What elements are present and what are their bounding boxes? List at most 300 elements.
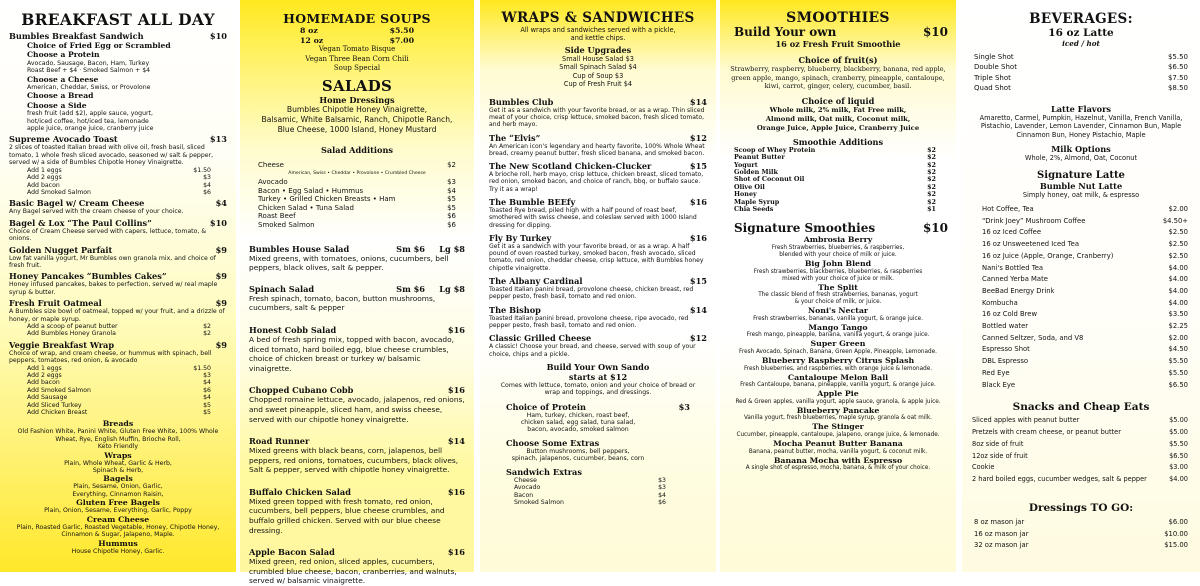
menu-item: Veggie Breakfast Wrap $9 [9,339,227,350]
item-name: Chia Seeds [734,205,774,214]
item-name: The Bumble BEEfy [489,197,576,207]
price-row [982,239,1188,251]
size-price: $5.50 [389,26,414,35]
cheese-note: American, Swiss • Cheddar • Provolone • Crumbled Cheese [288,171,426,176]
list-heading: Hummus [98,538,138,548]
item-name: Add 2 eggs [27,174,62,182]
item-name: 16 oz mason jar [974,529,1029,538]
price-row [982,263,1188,275]
menu-item [489,97,707,107]
item-name: Chopped Cubano Cobb [249,385,354,396]
price-row [972,474,1188,486]
smoothie-desc: Red & Green apples, vanilla yogurt, apple sauce, granola, & apple juice. [735,398,941,405]
price-row [258,204,456,213]
item-name: Add Sliced Turkey [27,401,82,409]
build-heading: Build Your own $10 [734,25,948,39]
item-price: $3 [203,372,211,379]
flavors-heading: Latte Flavors [1050,103,1112,114]
smoothie-desc: Fresh Avocado, Spinach, Banana, Green Apple, Pineapple, Lemonade. [739,349,937,355]
smoothie-name: Cantaloupe Melon Ball [787,372,889,382]
item-price: $5.00 [1169,416,1188,425]
list-text: House Chipotle Honey, Garlic. [71,547,165,555]
smoothie-desc: A single shot of espresso, mocha, banana, & milk of your choice. [745,465,931,472]
item-name: Road Runner [249,436,310,447]
price-row [258,221,456,230]
item-description: Toasted Italian panini bread, provolone cheese, chicken breast, red pepper pesto, fresh basil, tomato and red onion. [489,286,694,301]
item-name: Red Eye [982,368,1010,377]
size-label: 8 oz [300,26,318,35]
menu-item: Choice of Protein $3 [506,401,690,412]
salad-list [249,325,465,586]
price-row [982,380,1188,392]
price-row [972,415,1188,427]
item-name: Add 1 eggs [27,364,62,372]
smoothie-name: Mocha Peanut Butter Banana [773,438,903,448]
item-price: $2.00 [1168,333,1188,342]
item-price: $6 [658,498,666,506]
smoothie-name: Noni's Nectar [807,306,869,316]
option-heading: Choose a Protein [27,50,100,60]
item-name: Turkey • Grilled Chicken Breasts • Ham [258,195,396,204]
item-price: $2 [927,175,936,184]
price-row [734,184,936,191]
price-row [982,321,1188,333]
item-price: $4.00 [1168,298,1188,307]
item-name: Avocado [258,178,288,186]
price-row [27,330,211,337]
wraps-subtitle: All wraps and sandwiches served with a pickle, and kettle chips. [520,26,676,42]
item-description: Toasted Italian panini bread, provolone cheese, ripe avocado, red pepper pesto, fresh basil, tomato and red onion. [489,314,689,329]
sandwich-extras-heading: Sandwich Extras [506,466,582,477]
item-price: $3 [203,174,211,182]
price-row [972,451,1188,463]
price-row [974,517,1188,529]
item-price: $4.50 [1168,345,1188,354]
item-price: $4.00 [1169,475,1188,484]
item-price: $3 [658,484,666,492]
upgrades-list: Small House Salad $3 Small Spinach Salad $4 Cup of Soup $3 Cup of Fresh Fruit $4 [559,55,637,89]
item-price: $4.00 [1168,263,1188,272]
add-ons [9,365,227,417]
item-price: $3 [447,178,456,186]
bread-options [9,419,227,554]
item-price: $2 [927,153,936,162]
list-heading: Gluten Free Bagels [76,498,160,508]
price-row [734,154,936,161]
signature-heading: Signature Smoothies $10 [734,221,948,236]
item-price: $6 [203,386,211,394]
item-description: Choice of Cream Cheese served with capers, lettuce, tomato, & onions. [9,227,207,243]
item-name: Bumbles Club [489,96,554,107]
item-name: 8oz side of fruit [972,439,1024,448]
soup-item: Soup Special [333,64,381,72]
smoothie-name: Super Green [810,339,866,349]
list-text: Plain, Onion, Sesame, Everything, Garlic, Poppy [44,507,192,515]
liquid-heading: Choice of liquid [801,95,875,106]
option-heading: Choose a Cheese [27,74,99,84]
additions-heading: Salad Additions [320,145,394,156]
soups-title: HOMEMADE SOUPS [283,11,431,26]
price-row [974,73,1188,83]
flavors-list: Amaretto, Carmel, Pumpkin, Hazelnut, Vanilla, French Vanilla, Pistachio, Lavender, Lemon Lavender, Cinnamon Bun, Maple Cinnamon Bun, Honey Pistachio, Maple [979,113,1183,139]
price-row [27,189,211,196]
price-row [27,372,211,379]
build-subtitle: 16 oz Fresh Fruit Smoothie [775,39,901,49]
item-price: $4 [447,186,456,195]
smoothies-title: SMOOTHIES [786,10,890,26]
menu-item [489,133,707,143]
item-name: Smoked Salmon [258,220,315,229]
item-description: Mixed green topped with fresh tomato, red onion, cucumbers, bell peppers, blue cheese crumbles, and buffalo grilled chicken. Served with our blue cheese dressing. [249,496,445,535]
price-row [506,492,690,499]
price-row [982,227,1188,239]
item-price: $2 [203,330,211,338]
soup-size [300,26,414,36]
item-price: $4 [658,491,666,499]
option-heading: Choose a Bread [27,91,94,101]
item-price: $1.50 [193,166,211,174]
menu-item [489,161,707,171]
item-price: $14 [689,304,707,315]
smoothie-name: Big John Blend [804,259,872,269]
item-price: $5 [203,409,211,417]
item-price: $16 [447,547,465,558]
option-heading: Choose a Side [27,100,87,110]
salads-title: SALADS [321,77,393,96]
item-price: $5.50 [1167,53,1188,61]
item-price: $10.00 [1164,529,1188,538]
price-row [258,178,456,187]
item-price: $5.50 [1168,357,1188,366]
menu-item [249,325,465,335]
smoothie-desc: Fresh Strawberries, blueberries, & raspberries, blended with your choice of milk or juice. [771,245,905,259]
price-row [982,204,1188,216]
item-description: Mixed greens, with tomatoes, onions, cucumbers, bell peppers, black olives, salt & pepper. [249,253,449,273]
item-name: Kombucha [982,298,1018,307]
sandwich-extras [506,477,690,507]
smoothie-name: Mango Tango [808,322,868,332]
item-name: Add Smoked Salmon [27,188,91,196]
item-price: $5.00 [1169,428,1188,437]
item-price: $6 [447,220,456,229]
item-price: $4.50+ [1162,216,1188,225]
milk-heading: Milk Options [1051,144,1111,155]
item-price: $2 [927,168,936,176]
menu-item: Bagel & Lox “The Paul Collins” $10 [9,217,227,228]
menu-item [489,233,707,243]
extras-heading: Choose Some Extras [506,437,600,448]
item-name: Peanut Butter [734,153,785,162]
dressings-list: Bumbles Chipotle Honey Vinaigrette, Balsamic, White Balsamic, Ranch, Chipotle Ranch, Blue Cheese, 1000 Island, Honey Mustard [261,105,453,135]
item-price: $12 [689,333,707,344]
item-name: 2 hard boiled eggs, cucumber wedges, salt & pepper [972,475,1147,484]
item-name: Canned Yerba Mate [982,275,1048,284]
fruit-heading: Choice of fruit(s) [798,55,878,65]
latte-size: 16 oz Latte [1048,27,1114,39]
item-name: Add bacon [27,379,60,387]
smoothie-additions-heading: Smoothie Additions [792,136,884,147]
item-name: Olive Oil [734,182,765,191]
item-price: $2 [927,190,936,199]
item-description: Chopped romaine lettuce, avocado, jalapenos, red onions, and sweet pineapple, sliced ham, and swiss cheese, served with our chipotle honey vinaigrette. [249,395,465,424]
addition-row: Cheese $2 [258,161,456,170]
option-text: fresh fruit (add $2), apple sauce, yogurt, hot/iced coffee, hot/iced tea, lemonade apple juice, orange juice, cranberry juice [27,110,154,133]
item-price: $15.00 [1164,541,1188,550]
price-row [27,409,211,416]
beverages-column [962,0,1200,572]
item-price: $16 [447,324,465,335]
item-name: Black Eye [982,380,1016,389]
item-price: $1.50 [193,364,211,372]
smoothie-name: Banana Mocha with Espresso [773,455,903,465]
item-name: Buffalo Chicken Salad [249,486,351,497]
item-name: Add Sausage [27,394,68,402]
item-name: BeeBad Energy Drink [982,286,1055,295]
item-name: Chicken Salad • Tuna Salad [258,203,354,212]
item-price: $2 [927,197,936,206]
item-name: 8 oz mason jar [974,518,1025,527]
smoothie-desc: Fresh strawberries, blackberries, blueberries, & raspberries mixed with your choice of juice or milk. [753,268,923,282]
price-row [258,212,456,221]
item-name: Cheese [514,476,537,484]
price-row [27,402,211,409]
item-name: Single Shot [974,53,1014,61]
option-heading: Choice of Fried Egg or Scrambled [27,41,171,50]
menu-item: Bumbles House Salad Sm $6 Lg $8 [249,243,465,254]
price-row [258,195,456,204]
item-name: Add Smoked Salmon [27,386,91,394]
smoothie-name: Blueberry Pancake [796,405,880,415]
price-row [974,62,1188,72]
item-name: Golden Milk [734,168,778,176]
item-price: $4 [203,394,211,402]
item-name: Bacon • Egg Salad • Hummus [258,186,364,195]
item-name: Canned Seltzer, Soda, and V8 [982,333,1084,342]
protein-list: Ham, turkey, chicken, roast beef, chicken salad, egg salad, tuna salad, bacon, avocado, smoked salmon [520,411,636,434]
smoothie-desc: Banana, peanut butter, mocha, vanilla yogurt, & coconut milk. [748,448,928,455]
item-name: The Albany Cardinal [489,276,583,287]
item-name: Hot Coffee, Tea [982,205,1034,213]
item-description: Get it as a sandwich with your favorite bread, or as a wrap. Thin sliced meat of your choice, crisp lettuce, smoked bacon, fresh sliced tomato, and herb mayo. [489,106,705,129]
fruit-list: Strawberry, raspberry, blueberry, blackberry, banana, red apple, green apple, mango, spinach, cranberry, pineapple, cantaloupe, kiwi, carrot, ginger, celery, cucumber, basil. [730,65,946,91]
smoothie-name: Ambrosia Berry [803,235,873,245]
item-name: Pretzels with cream cheese, or peanut butter [972,428,1121,437]
item-price: $12 [689,132,707,143]
item-name: 16 oz Iced Coffee [982,228,1042,237]
salad-additions [258,178,456,230]
item-name: Maple Syrup [734,197,780,206]
sando-description: Comes with lettuce, tomato, onion and your choice of bread or wrap and toppings, and dressings. [500,381,696,397]
item-name: Yogurt [734,160,758,169]
size-label: 12 oz [300,35,324,45]
item-name: Add 2 eggs [27,372,62,379]
drink-list [962,204,1200,391]
price-row [27,365,211,372]
item-name: Bottled water [982,322,1029,331]
add-ons [9,323,227,338]
price-row [972,462,1188,474]
item-name: The Bishop [489,304,541,315]
item-price: $2 [927,160,936,169]
item-price: $6.00 [1168,518,1188,527]
menu-item [489,276,707,286]
price-row [982,356,1188,368]
item-name: Triple Shot [974,73,1011,82]
list-heading: Breads [102,419,134,429]
menu-item [249,487,465,497]
item-price: $2.00 [1168,205,1188,213]
item-description: Mixed greens with black beans, corn, jalapenos, bell peppers, red onions, tomatoes, cucumbers, black olives, Salt & pepper, served with chipotle honey vinaigrette. [249,446,459,475]
menu-item: Supreme Avocado Toast $13 [9,134,227,145]
price-row [974,529,1188,541]
menu-item: Golden Nugget Parfait $9 [9,244,227,255]
dressings-heading: Home Dressings [319,95,395,106]
item-name: Quad Shot [974,84,1011,93]
item-description: Low fat vanilla yogurt, Mr Bumbles own granola mix, and choice of fresh fruit. [9,254,216,269]
price-row [506,477,690,484]
menu-item [489,305,707,315]
item-name: Smoked Salmon [514,498,564,506]
menu-item: Bumbles Breakfast Sandwich $10 [9,31,227,41]
item-price: $5 [447,195,456,204]
item-name: The New Scotland Chicken-Clucker [489,161,652,172]
item-name: Fly By Turkey [489,232,552,243]
soup-item: Vegan Tomato Bisque [318,45,396,54]
price-row [506,499,690,506]
item-price: $4.00 [1168,275,1188,284]
item-price: $3.00 [1169,463,1188,472]
item-name: Cookie [972,463,995,472]
item-price: $5.50 [1169,439,1188,448]
sandwich-options [9,41,227,132]
item-name: 16 oz Cold Brew [982,310,1038,319]
price-row [972,427,1188,439]
item-price: $16 [689,197,707,207]
smoothie-name: The Split [818,282,858,292]
smoothie-name: The Stinger [812,422,864,432]
item-name: Bacon [514,491,534,499]
smoothie-additions [720,147,956,214]
item-name: 16 oz Unsweetened Iced Tea [982,240,1079,249]
list-text: Plain, Roasted Garlic, Roasted Vegetable, Honey, Chipotle Honey, Cinnamon & Sugar, Jalapeno, Maple. [16,523,220,539]
liquid-list: Whole milk, 2% milk, Fat Free milk, Almond milk, Oat milk, Coconut milk, Orange Juice, Apple Juice, Cranberry Juice [756,105,920,132]
item-name: Classic Grilled Cheese [489,333,592,344]
price-row [972,439,1188,451]
togo-list [962,517,1200,552]
item-price: $2.50 [1168,251,1188,260]
beverages-title: BEVERAGES: [1029,11,1133,27]
signature-latte-desc: Simply honey, oat milk, & espresso [1022,191,1140,199]
price-row [27,174,211,181]
list-text: Old Fashion White, Panini White, Gluten Free White, 100% Whole Wheat, Rye, English Muffin, Brioche Roll, Keto Friendly [17,428,219,451]
smoothie-desc: Fresh mango, pineapple, banana, vanilla yogurt, & orange juice. [746,332,930,339]
price-row [974,52,1188,62]
soup-size [300,36,414,46]
price-row [982,309,1188,321]
soup-item: Vegan Three Bean Corn Chili [305,54,409,63]
item-name: “Drink Joey” Mushroom Coffee [982,216,1086,225]
soup-list [240,45,474,73]
extras-list: Button mushrooms, bell peppers, spinach, jalapenos, cucumber, beans, corn [511,447,645,463]
item-name: Honey [734,190,757,199]
price-row [982,216,1188,228]
item-name: DBL Espresso [982,357,1029,366]
snack-list [962,415,1200,486]
size-price: $7.00 [389,35,414,45]
list-heading: Wraps [104,450,132,460]
price-row [506,484,690,491]
item-name: Roast Beef [258,212,296,221]
menu-item: Honey Pancakes “Bumbles Cakes” $9 [9,271,227,282]
menu-item: Basic Bagel w/ Cream Cheese $4 [9,198,227,209]
item-price: $16 [447,486,465,497]
menu-item: Fresh Fruit Oatmeal $9 [9,298,227,309]
item-price: $14 [689,96,707,107]
item-name: Scoop of Whey Protein [734,145,816,154]
item-price: $6.50 [1168,380,1188,389]
price-row [27,387,211,394]
menu-item [249,436,465,446]
menu-item [249,385,465,395]
smoothie-desc: Vanilla yogurt, fresh blueberries, maple syrup, granola & oat milk. [743,415,932,422]
price-row [27,379,211,386]
item-price: $15 [689,161,707,172]
item-name: Nani's Bottled Tea [982,263,1044,272]
soup-sizes [240,26,474,45]
item-price: $2.50 [1168,228,1188,237]
togo-heading: Dressings TO GO: [1028,502,1134,515]
signature-latte-name: Bumble Nut Latte [1039,181,1123,191]
item-description: 2 slices of toasted Italian bread with olive oil, fresh basil, sliced tomato, 1 whole fresh sliced avocado, seasoned w/ salt & pepper, served w/ a side of Bumbles Chipotle Honey Vinaigrette. [9,144,214,167]
price-row [982,298,1188,310]
item-description: Mixed green, red onion, sliced apples, cucumbers, crumbled blue cheese, bacon, cranberries, and walnuts, served w/ balsamic vinaigrette. [249,557,457,586]
price-row [982,344,1188,356]
item-price: $7.50 [1167,73,1188,82]
item-description: A classic! Choose your bread, and cheese, served with soup of your choice, chips and a pickle. [489,343,696,358]
item-description: Honey infused pancakes, bakes to perfection, served w/ real maple syrup & butter. [9,281,218,296]
item-name: Apple Bacon Salad [249,547,335,558]
item-name: Add Chicken Breast [27,409,88,417]
option-text: Avocado, Sausage, Bacon, Ham, Turkey Roast Beef + $4 · Smoked Salmon + $4 [27,59,151,75]
item-price: $16 [689,232,707,243]
item-name: 12oz side of fruit [972,451,1028,460]
item-price: $1 [927,205,936,214]
item-description: A brioche roll, herb mayo, crisp lettuce, chicken breast, sliced tomato, red onion, smoked bacon, and choice of ranch, bbq, or buffalo sauce. Try it as a wrap! [489,171,704,193]
item-name: 16 oz Juice (Apple, Orange, Cranberry) [982,251,1114,260]
item-price: $6.50 [1167,63,1188,72]
item-name: Add a scoop of peanut butter [27,322,118,330]
price-row [258,187,456,196]
wraps-column [480,0,716,572]
item-name: Add bacon [27,181,60,189]
smoothie-name: Apple Pie [817,389,859,399]
menu-item [489,197,707,207]
item-name: Avocado [514,484,541,492]
item-description: Any Bagel served with the cream cheese of your choice. [9,208,184,216]
wraps-title: WRAPS & SANDWICHES [501,10,695,26]
breakfast-title: BREAKFAST ALL DAY [21,10,215,29]
price-row [982,286,1188,298]
upgrades-heading: Side Upgrades [564,45,632,55]
item-price: $6 [203,188,211,196]
item-name: Sliced apples with peanut butter [972,416,1080,425]
list-text: Plain, Whole Wheat, Garlic & Herb, Spinach & Herb, [64,459,172,475]
item-price: $3 [658,476,666,484]
item-description: Toasted Rye bread, piled high with a half pound of roast beef, smothered with swiss cheese, and coleslaw served with 1000 Island dressing for dipping. [489,207,697,229]
smoothie-desc: Fresh strawberries, bananas, vanilla yogurt, & orange juice. [753,315,923,322]
item-name: Double Shot [974,63,1017,72]
item-description: Choice of wrap, and cream cheese, or hummus with spinach, bell peppers, tomatoes, red onion, & avocado [9,349,212,365]
